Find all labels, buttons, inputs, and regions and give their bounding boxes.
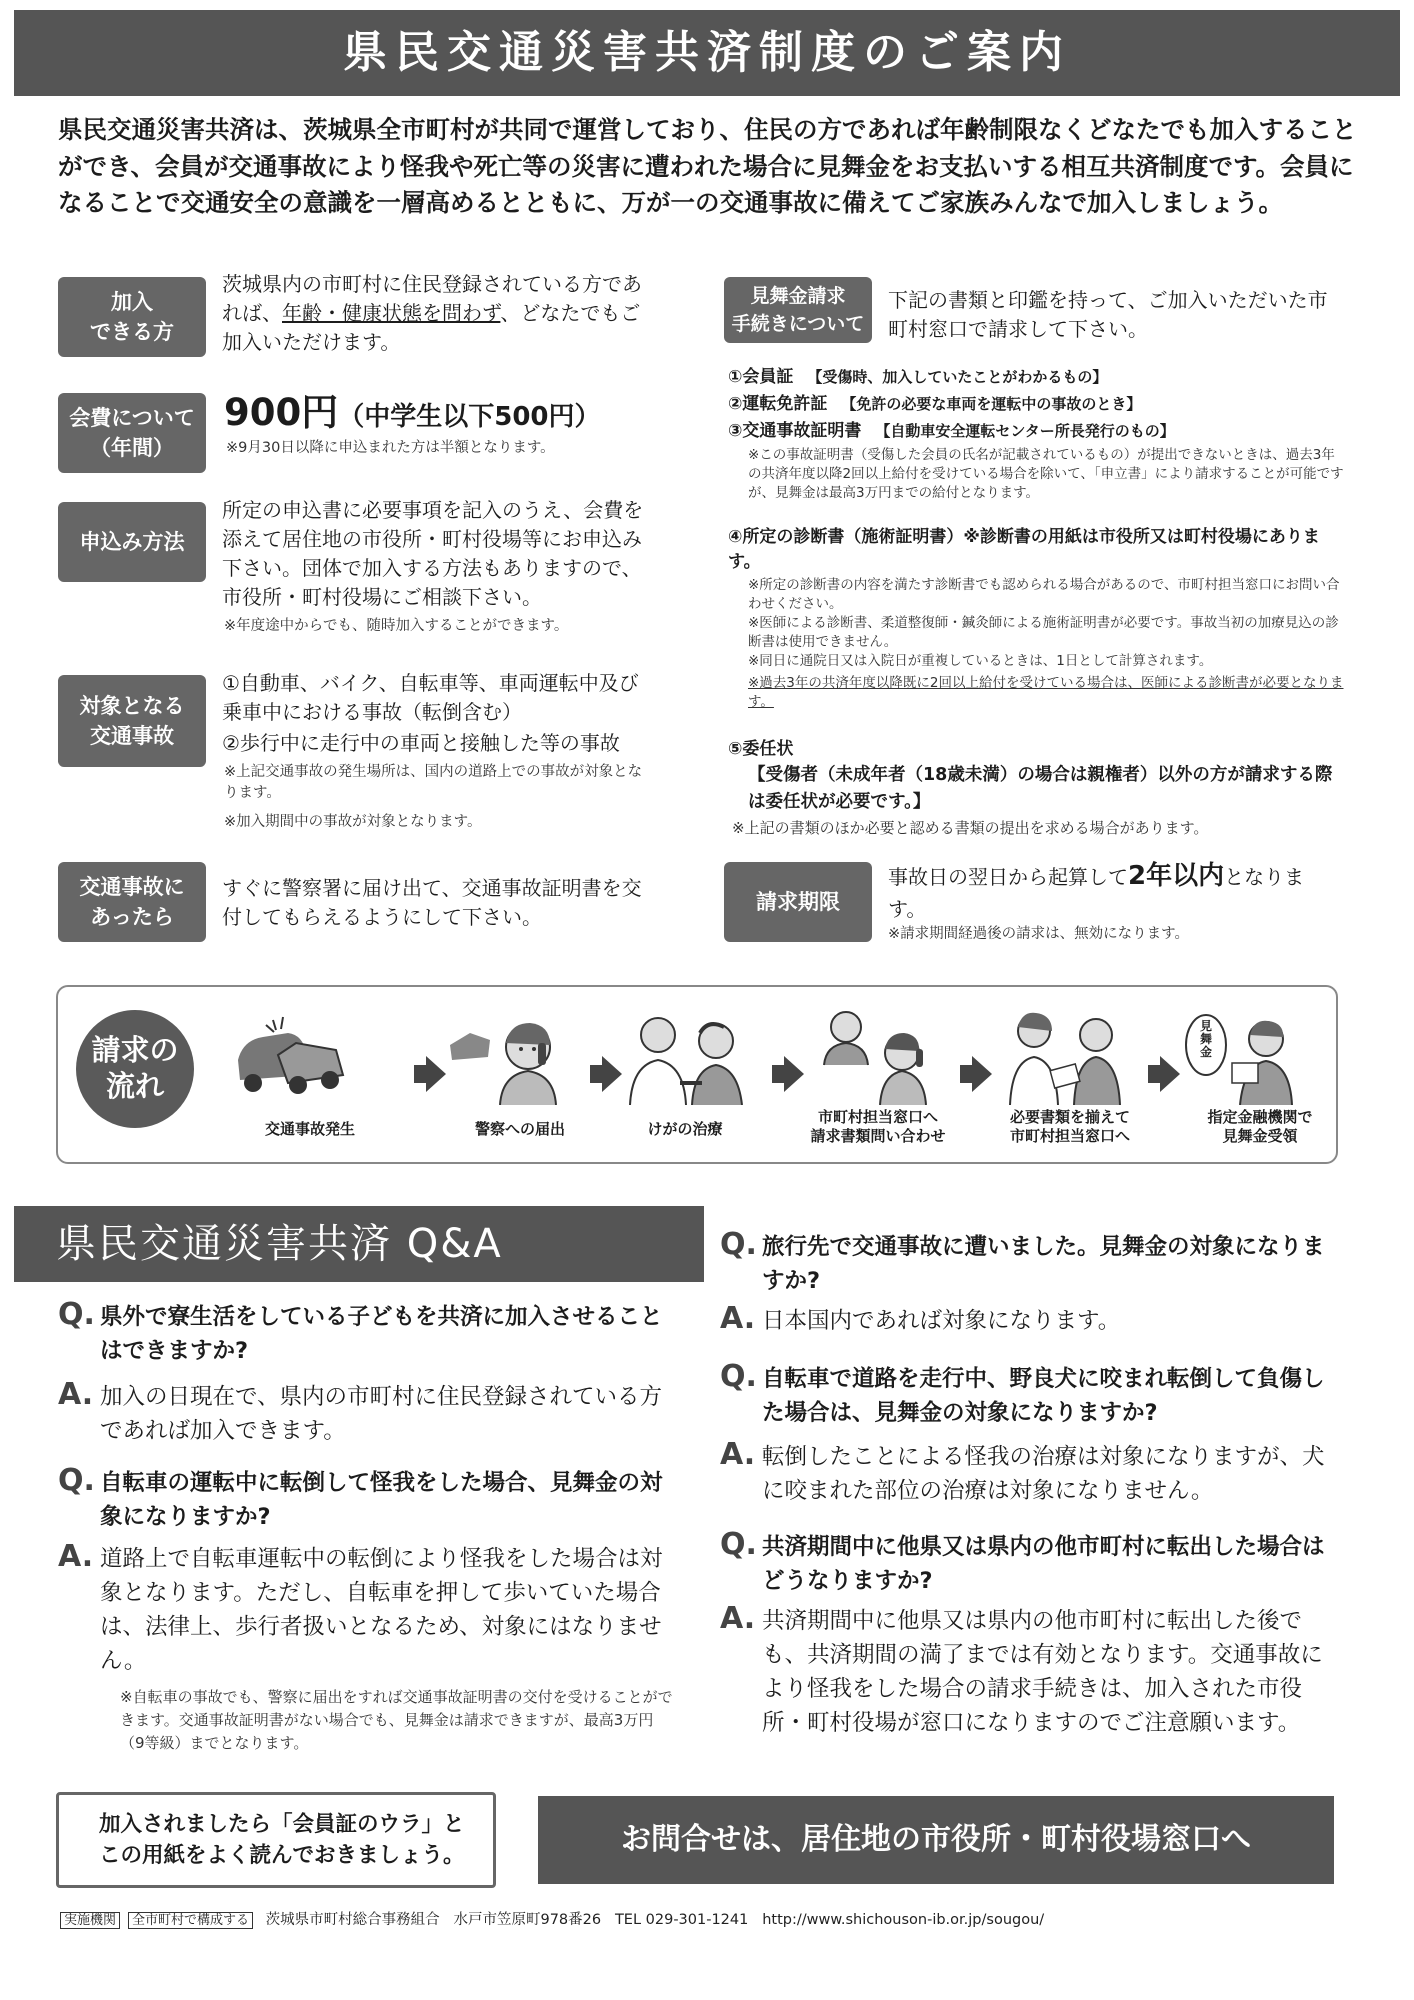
label-apply: 申込み方法 [58,502,206,582]
doc3-note: ※この事故証明書（受傷した会員の氏名が記載されているもの）が提出できないときは、過去3年の共済年度以降2回以上給付を受けている場合を除いて、「申立書」により請求することが可能ですが、見舞金は最高3万円までの給付となります。 [748,447,1344,501]
fee-note: ※9月30日以降に申込まれた方は半額となります。 [226,440,555,456]
flow-arrow-2 [590,1065,602,1083]
doc4-note1: ※所定の診断書の内容を満たす診断書でも認められる場合があるので、市町村担当窓口にお問い合わせください。 [748,577,1340,612]
qa-q3: Q. 旅行先で交通事故に遭いました。見舞金の対象になりますか? [720,1227,1325,1294]
eligibility-text: 茨城県内の市町村に住民登録されている方であれば、年齢・健康状態を問わず、どなたでもご加入いただけます。 [222,272,642,354]
qa-a2: A. 道路上で自転車運転中の転倒により怪我をした場合は対象となります。ただし、自転車を押して歩いていた場合は、法律上、歩行者扱いとなるため、対象にはなりません。 [58,1539,663,1674]
qa-q2: Q. 自転車の運転中に転倒して怪我をした場合、見舞金の対象になりますか? [58,1463,663,1530]
deadline-text: 事故日の翌日から起算して2年以内となります。 [888,861,1305,921]
membership-card-notice: 加入されましたら「会員証のウラ」と この用紙をよく読んでおきましょう。 [56,1792,496,1888]
doc4: ④所定の診断書（施術証明書）※診断書の用紙は市役所又は町村役場にあります。 [728,527,1320,572]
flow-arrow-5 [1148,1065,1160,1083]
credit-line: 実施機関 全市町村で構成する 茨城県市町村総合事務組合 水戸市笠原町978番26 TEL 029-301-1241 http://www.shichouson-ib.or.jp/sougou/ [60,1908,1044,1929]
qa-q1: Q. 県外で寮生活をしている子どもを共済に加入させることはできますか? [58,1297,663,1364]
doctor-illustration [620,1005,750,1105]
qa-a1: A. 加入の日現在で、県内の市町村に住民登録されている方であれば加入できます。 [58,1377,663,1444]
phone-call-illustration [440,1005,570,1105]
accident-text: すぐに警察署に届け出て、交通事故証明書を交付してもらえるようにして下さい。 [222,876,642,929]
doc4-note4: ※過去3年の共済年度以降既に2回以上給付を受けている場合は、医師による診断書が必要となります。 [748,675,1344,710]
doc5-note: ※上記の書類のほか必要と認める書類の提出を求める場合があります。 [732,819,1209,837]
qa-q4: Q. 自転車で道路を走行中、野良犬に咬まれ転倒して負傷した場合は、見舞金の対象になりますか? [720,1359,1325,1426]
apply-text: 所定の申込書に必要事項を記入のうえ、会費を添えて居住地の市役所・町村役場等にお申込み下さい。団体で加入する方法もありますので、市役所・町村役場にご相談下さい。 [222,498,644,609]
target-note1: ※上記交通事故の発生場所は、国内の道路上での事故が対象となります。 [224,764,643,801]
label-accident: 交通事故に あったら [58,862,206,942]
flow-step-5: 必要書類を揃えて 市町村担当窓口へ [1009,1108,1130,1145]
doc5-title: ⑤委任状 [728,739,794,759]
intro-text: 県民交通災害共済は、茨城県全市町村が共同で運営しており、住民の方であれば年齢制限なくどなたでも加入することができ、会員が交通事故により怪我や死亡等の災害に遭われた場合に見舞金をお支払いする相互共済制度です。会員になることで交通安全の意識を一層高めるとともに、万が一の交通事故に備えてご家族みんなで加入しましょう。 [58,115,1357,217]
inquiry-illustration [812,1005,942,1105]
flow-step-6: 指定金融機関で 見舞金受領 [1207,1108,1313,1145]
flow-arrow-4 [960,1065,972,1083]
doc2: ②運転免許証 【免許の必要な車両を運転中の事故のとき】 [728,394,1142,414]
deadline-note: ※請求期間経過後の請求は、無効になります。 [888,926,1189,942]
flow-step-2: 警察への届出 [474,1120,565,1138]
bubble-label: 見舞金 [1200,1019,1213,1059]
qa-q5: Q. 共済期間中に他県又は県内の他市町村に転出した場合はどうなりますか? [720,1527,1325,1594]
qa-a5: A. 共済期間中に他県又は県内の他市町村に転出した後でも、共済期間の満了までは有効となります。交通事故により怪我をした場合の請求手続きは、加入された市役所・町村役場が窓口になりますのでご注意願います。 [720,1601,1323,1736]
doc4-note2: ※医師による診断書、柔道整復師・鍼灸師による施術証明書が必要です。事故当初の加療見込の診断書は使用できません。 [748,615,1339,650]
accident-illustration [218,1005,348,1105]
flow-step-1: 交通事故発生 [264,1120,355,1138]
label-fee: 会費について （年間） [58,393,206,473]
label-deadline: 請求期限 [724,862,872,942]
website-link[interactable]: http://www.shichouson-ib.or.jp/sougou/ [762,1912,1045,1928]
flow-arrow-3 [772,1065,784,1083]
target-note2: ※加入期間中の事故が対象となります。 [224,814,482,830]
target-item2: ②歩行中に走行中の車両と接触した等の事故 [222,731,620,755]
counter-illustration [1000,1005,1130,1105]
fee-amount: 900円（中学生以下500円） [224,391,601,434]
apply-note: ※年度途中からでも、随時加入することができます。 [224,618,569,634]
label-claim: 見舞金請求 手続きについて [724,277,872,343]
doc4-note3: ※同日に通院日又は入院日が重複しているときは、1日として計算されます。 [748,653,1213,669]
doc1: ①会員証 【受傷時、加入していたことがわかるもの】 [728,367,1108,387]
flow-title: 請求の 流れ [76,1010,194,1128]
claim-text: 下記の書類と印鑑を持って、ご加入いただいた市町村窓口で請求して下さい。 [888,288,1328,341]
flow-arrow-1 [414,1065,426,1083]
contact-banner: お問合せは、居住地の市役所・町村役場窓口へ [538,1796,1334,1884]
flow-step-4: 市町村担当窓口へ 請求書類問い合わせ [810,1108,946,1145]
label-eligibility: 加入 できる方 [58,277,206,357]
doc3: ③交通事故証明書 【自動車安全運転センター所長発行のもの】 [728,421,1175,441]
flow-step-3: けがの治療 [647,1120,723,1138]
qa-a3: A. 日本国内であれば対象になります。 [720,1301,1121,1336]
target-item1: ①自動車、バイク、自転車等、車両運転中及び乗車中における事故（転倒含む） [222,671,639,724]
qa-note2: ※自転車の事故でも、警察に届出をすれば交通事故証明書の交付を受けることができます。交通事故証明書がない場合でも、見舞金は請求できますが、最高3万円（9等級）までとなります。 [120,1688,673,1752]
qa-title: 県民交通災害共済 Q&A [14,1206,704,1282]
page-title: 県民交通災害共済制度のご案内 [14,10,1400,96]
doc5-text: 【受傷者（未成年者（18歳未満）の場合は親権者）以外の方が請求する際は委任状が必要です。】 [748,765,1333,812]
label-target: 対象となる 交通事故 [58,675,206,767]
qa-a4: A. 転倒したことによる怪我の治療は対象になりますが、犬に咬まれた部位の治療は対象になりません。 [720,1437,1325,1504]
